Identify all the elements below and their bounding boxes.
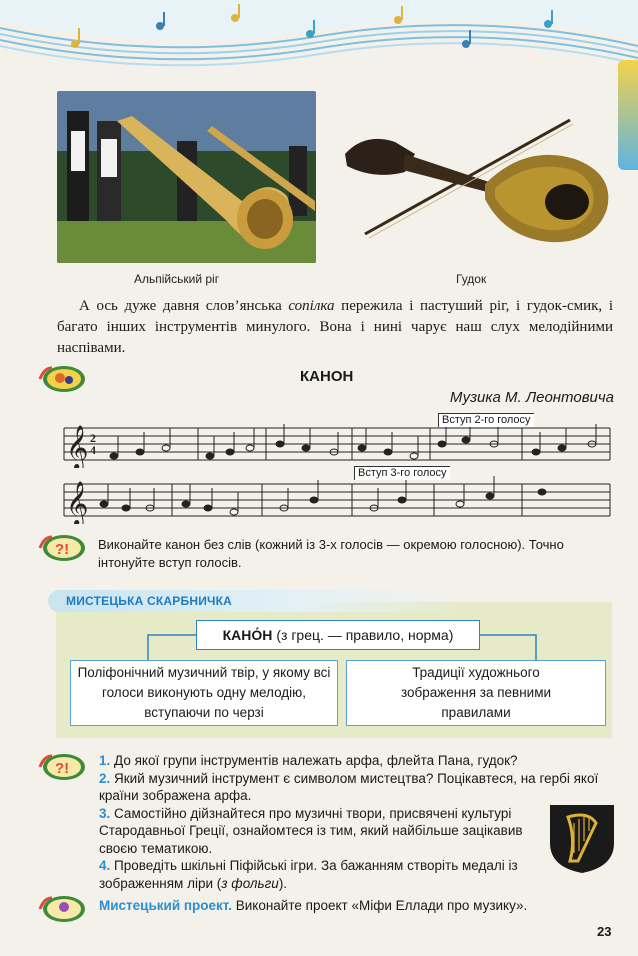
gudok-photo: [335, 114, 615, 254]
canon-term: КАНО́Н: [222, 627, 273, 643]
canon-entry-3-label: Вступ 3-го голосу: [354, 466, 450, 480]
canon-definition-music: [70, 660, 338, 726]
question-badge-icon-2: [36, 752, 86, 782]
alphorn-caption: Альпійський ріг: [134, 272, 220, 286]
svg-text:4: 4: [90, 443, 96, 457]
intro-text-before: А ось дуже давня слов’янська: [79, 298, 289, 314]
canon-definition-music-text: Поліфонічний музичний твір, у якому всі голоси виконують одну мелодію, вступаючи по черзі: [77, 665, 331, 720]
canon-definition-art-text: Традиції художнього зображення за певними правилами: [400, 665, 552, 720]
task-canon-instruction: Виконайте канон без слів (кожний із 3-х голосів — окремою голосною). Точно інтонуйте вступ голосів.: [98, 537, 564, 570]
intro-text-after: пережила і пастуший ріг, і гудок-смик, і багато інших інструментів минулого. Вона і нині чарує наш слух мелодійними наспівами.: [57, 298, 613, 356]
canon-term-box: [196, 620, 480, 650]
music-wave-banner: [0, 0, 638, 80]
question-item: 1. До якої групи інструментів належать арфа, флейта Пана, гудок?: [99, 753, 518, 768]
listen-badge-icon: [36, 364, 86, 394]
page-number: 23: [597, 924, 612, 939]
svg-text:2: 2: [90, 431, 96, 445]
project-label: Мистецький проект.: [99, 898, 232, 913]
project-badge-icon: [36, 894, 86, 924]
svg-text:𝄞: 𝄞: [66, 425, 89, 468]
canon-definition-art: [346, 660, 606, 726]
svg-text:𝄞: 𝄞: [66, 481, 89, 524]
side-tab-decoration: [618, 60, 638, 170]
canon-entry-2-label: Вступ 2-го голосу: [438, 413, 534, 427]
canon-term-etymology: (з грец. — правило, норма): [276, 627, 454, 643]
question-list: [99, 752, 619, 892]
alphorn-photo: [57, 91, 316, 263]
question-item: 3. Самостійно дійзнайтеся про музичні твори, присвячені культурі Стародавньої Греції, ознайомтеся із тим, який найбільше зацікавив своєю тематикою.: [99, 805, 523, 856]
harp-coat-of-arms-icon: [548, 803, 616, 875]
project-text: Виконайте проект «Міфи Еллади про музику».: [235, 898, 528, 913]
svg-text:?!: ?!: [55, 760, 70, 777]
canon-composer: Музика М. Леонтовича: [449, 389, 614, 406]
question-item: 2. Який музичний інструмент є символом мистецтва? Поцікавтеся, на гербі якої країни зображена арфа.: [99, 770, 599, 803]
intro-emphasis: сопілка: [288, 298, 335, 314]
question-item: 4. Проведіть шкільні Піфійські ігри. За бажанням створіть медалі із зображенням ліри (з фольги).: [99, 858, 518, 891]
art-treasury-title: МИСТЕЦЬКА СКАРБНИЧКА: [66, 594, 233, 608]
svg-text:?!: ?!: [55, 541, 70, 558]
canon-title: КАНОН: [300, 368, 354, 385]
music-staff-2: [62, 474, 612, 524]
art-project: [99, 898, 527, 913]
gudok-caption: Гудок: [456, 272, 487, 286]
intro-paragraph: [57, 296, 613, 359]
question-badge-icon: [36, 533, 86, 563]
